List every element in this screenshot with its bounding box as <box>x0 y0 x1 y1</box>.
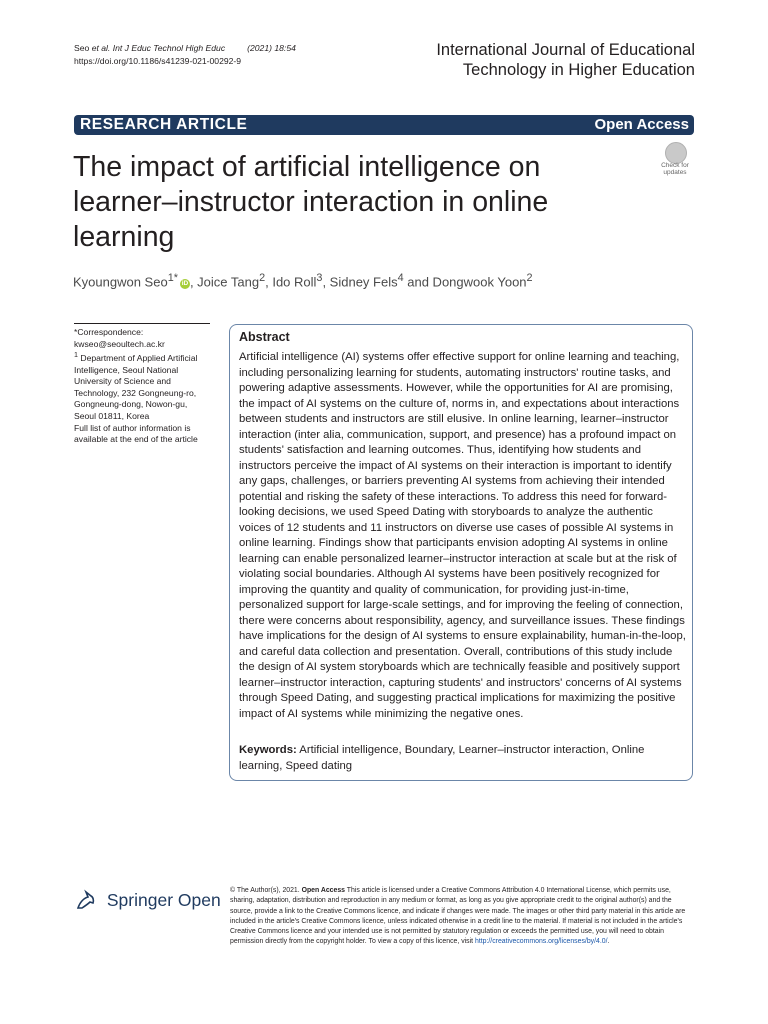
publisher-name: Springer <box>106 890 174 910</box>
abstract-body: Artificial intelligence (AI) systems offer effective support for online learning and teaching, including personalizing learning for students, automating instructors' routine tasks, and powering adaptive assessments. However, while the opportunities for AI are promising, the impact of AI systems on the culture of, norms in, and expectations about interactions between students and instructors are still elusive. In online learning, learner–instructor interaction (inter alia, communication, support, and presence) has a profound impact on students' satisfaction and learning outcomes. Thus, identifying how students and instructors perceive the impact of AI systems on their interaction is important to identify any gaps, challenges, or barriers preventing AI systems from achieving their intended potential and risking the safety of these interactions. To address this need for forward-looking decisions, we used Speed Dating with storyboards to analyze the authentic voices of 12 students and 11 instructors on diverse use cases of possible AI systems in online learning. Findings show that participants envision adopting AI systems in online learning can enable personalized learner–instructor interaction at scale but at the risk of violating social boundaries. Although AI systems have been positively recognized for improving the quantity and quality of communication, for providing just-in-time, personalized support for large-scale settings, and for improving the feeling of connection, there were concerns about responsibility, agency, and surveillance issues. These findings have implications for the design of AI systems to ensure explainability, human-in-the-loop, and careful data collection and presentation. Overall, contributions of this study include the design of AI system storyboards which are technically feasible and positively support learner–instructor interaction, capturing students' and instructors' concerns of AI systems through Speed Dating, and suggesting practical implications for maximizing the positive impact of AI systems while minimizing the negative ones. <box>239 351 686 720</box>
keywords <box>239 743 686 774</box>
author-name: Kyoungwon Seo <box>73 274 168 290</box>
author-name: , Sidney Fels <box>322 274 398 290</box>
license-end: . <box>607 938 610 946</box>
check-updates-icon <box>665 142 687 164</box>
correspondence-divider <box>74 323 210 324</box>
citation-journal: et al. Int J Educ Technol High Educ <box>91 43 226 53</box>
keywords-label: Keywords: <box>239 744 297 756</box>
doi-link[interactable]: https://doi.org/10.1186/s41239-021-00292-9 <box>74 56 242 66</box>
article-title: The impact of artificial intelligence on learner–instructor interaction in online learning <box>73 151 549 253</box>
citation-authors: Seo <box>74 43 92 53</box>
springer-open-logo[interactable] <box>74 888 221 912</box>
author-affil-sup: 2 <box>259 272 266 284</box>
author-affil-sup: 2 <box>526 272 533 284</box>
keywords-list: Artificial intelligence, Boundary, Learner–instructor interaction, Online learning, Speed dating <box>239 744 645 772</box>
citation-header <box>74 42 296 68</box>
check-updates-text: Check for updates <box>661 162 689 176</box>
author-list <box>73 272 533 289</box>
correspondence-email[interactable]: kwseo@seoultech.ac.kr <box>74 338 165 349</box>
springer-horse-icon <box>74 888 98 912</box>
article-type-label: RESEARCH ARTICLE <box>80 116 248 133</box>
affiliation-sup: 1 <box>74 351 78 360</box>
journal-name-line2: Technology in Higher Education <box>462 61 695 79</box>
open-access-label: Open Access <box>594 116 689 133</box>
author-affil-sup: 1* <box>167 272 178 284</box>
journal-name-line1: International Journal of Educational <box>436 41 695 59</box>
affiliation-text: Department of Applied Artificial Intelligence, Seoul National University of Science and Technology, 232 Gongneung-ro, Gongneung-dong, Nowon-gu, Seoul 01811, Korea <box>74 353 198 422</box>
author-info-note: Full list of author information is available at the end of the article <box>74 422 198 445</box>
license-open-access: Open Access <box>301 887 346 894</box>
author-affil-sup: 4 <box>397 272 404 284</box>
orcid-icon[interactable]: iD <box>181 280 189 288</box>
check-for-updates-badge[interactable] <box>655 142 695 178</box>
publisher-open: Open <box>177 890 221 910</box>
correspondence-block <box>74 327 204 446</box>
author-affil-sup: 3 <box>316 272 323 284</box>
author-name: , Joice Tang <box>189 274 260 290</box>
correspondence-label: *Correspondence: <box>74 327 144 337</box>
journal-name <box>365 40 695 80</box>
author-name: , Ido Roll <box>265 274 317 290</box>
abstract-heading: Abstract <box>239 330 290 344</box>
license-text <box>230 886 696 948</box>
author-name: and Dongwook Yoon <box>403 274 527 290</box>
license-body: This article is licensed under a Creative Commons Attribution 4.0 International License, which permits use, sharing, adaptation, distribution and reproduction in any medium or format, as long as you give appropriate credit to the original author(s) and the source, provide a link to the Creative Commons licence, and indicate if changes were made. The images or other third party material in this article are included in the article's Creative Commons licence, unless indicated otherwise in a credit line to the material. If material is not included in the article's Creative Commons licence and your intended use is not permitted by statutory regulation or exceeds the permitted use, you will need to obtain permission directly from the copyright holder. To view a copy of this licence, visit <box>230 887 686 946</box>
citation-year: (2021) 18:54 <box>247 43 296 53</box>
license-prefix: © The Author(s), 2021. <box>230 887 302 894</box>
correspondence-affiliation <box>74 350 204 422</box>
license-link[interactable]: http://creativecommons.org/licenses/by/4.0/ <box>474 938 608 946</box>
